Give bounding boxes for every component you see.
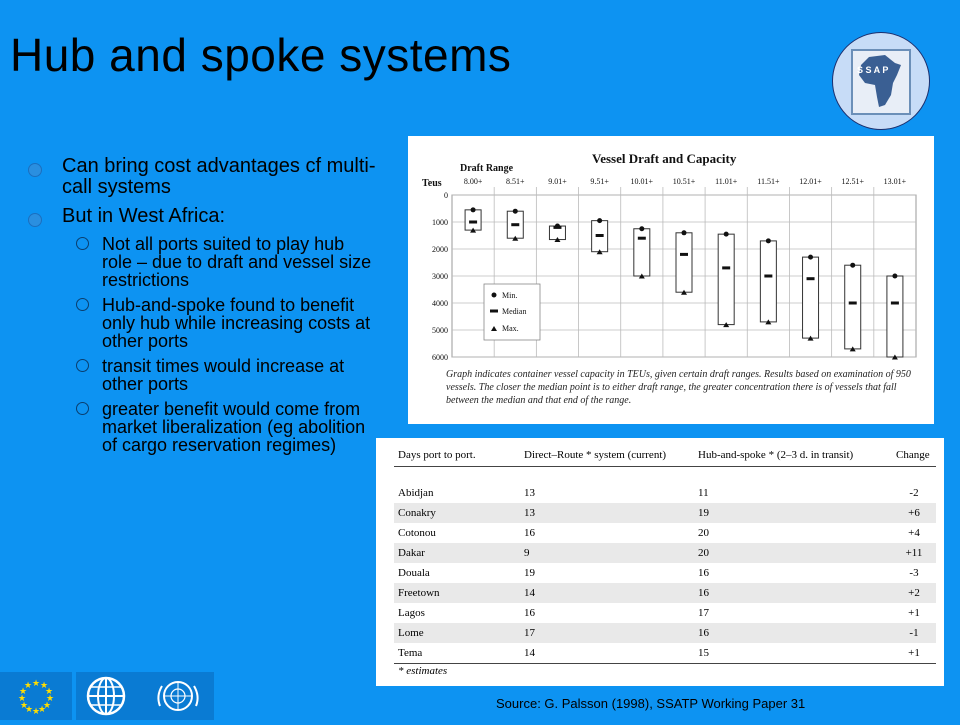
median-marker <box>722 266 730 269</box>
range-box <box>465 210 481 230</box>
table-note: * estimates <box>398 665 448 677</box>
table-cell: 16 <box>694 583 892 603</box>
table-row <box>394 623 936 643</box>
table-cell: 15 <box>694 643 892 664</box>
min-marker <box>850 263 855 268</box>
table-cell: +2 <box>892 583 936 603</box>
y-tick-label: 0 <box>444 191 448 200</box>
table-row <box>394 643 936 664</box>
table-row <box>394 483 936 503</box>
table-cell: 14 <box>520 643 694 664</box>
x-category-label: 10.01+ <box>630 177 654 186</box>
x-category-label: 10.51+ <box>672 177 696 186</box>
table-cell: Dakar <box>394 543 520 563</box>
source-note: Source: G. Palsson (1998), SSATP Working Paper 31 <box>496 696 806 711</box>
median-marker <box>680 253 688 256</box>
bullet-item <box>26 156 378 198</box>
sub-bullet-item <box>26 400 378 454</box>
legend-min-marker <box>492 293 497 298</box>
x-category-label: 12.51+ <box>841 177 864 186</box>
svg-text:★: ★ <box>31 679 41 689</box>
africa-map-icon <box>851 49 911 115</box>
port-days-table <box>376 438 944 686</box>
world-bank-logo <box>76 672 148 720</box>
bullet-text: But in West Africa: <box>62 205 226 227</box>
svg-text:★: ★ <box>17 694 27 704</box>
svg-text:★: ★ <box>24 705 34 715</box>
table-row <box>394 603 936 623</box>
y-tick-label: 3000 <box>432 272 448 281</box>
ssatp-logo <box>832 32 930 130</box>
table-cell: 16 <box>698 567 709 579</box>
table-cell: 13 <box>520 503 694 523</box>
table-cell: -2 <box>909 487 919 499</box>
sub-bullet-text: Hub-and-spoke found to benefit only hub while increasing costs at other ports <box>102 295 371 351</box>
range-box <box>676 233 692 292</box>
table-cell: 16 <box>524 607 535 619</box>
table-cell: Douala <box>398 567 430 579</box>
table-row <box>394 543 936 563</box>
median-marker <box>807 277 815 280</box>
svg-text:★: ★ <box>23 681 33 691</box>
table-row <box>394 563 936 583</box>
sub-bullet-text: greater benefit would come from market liberalization (eg abolition of cargo reservation regimes) <box>102 399 366 455</box>
chart-caption: Graph indicates container vessel capacity in TEUs, given certain draft ranges. Results based on examination of 950 vessels. The closer the median point is to either draft range, the greater concentration there is of vessels that fall between the median and that end of the range. <box>446 369 911 406</box>
sub-bullet-text: Not all ports suited to play hub role – due to draft and vessel size restrictions <box>102 234 372 290</box>
median-marker <box>849 302 857 305</box>
sub-bullet-ring-icon <box>76 359 89 372</box>
min-marker <box>892 274 897 279</box>
sub-bullet-ring-icon <box>76 237 89 250</box>
svg-text:★: ★ <box>42 701 52 711</box>
column-header: Hub-and-spoke * (2–3 d. in transit) <box>694 444 892 467</box>
data-table <box>394 444 936 678</box>
table-cell: Lagos <box>398 607 425 619</box>
x-category-label: 12.01+ <box>799 177 822 186</box>
y-tick-label: 6000 <box>432 353 448 362</box>
svg-text:★: ★ <box>45 694 55 704</box>
range-box <box>634 229 650 276</box>
y-tick-label: 5000 <box>432 326 448 335</box>
bullet-dot-icon <box>28 163 42 177</box>
min-marker <box>682 230 687 235</box>
table-cell: 16 <box>524 527 535 539</box>
table-cell: Tema <box>394 643 520 664</box>
bullet-text: Can bring cost advantages cf multi-call systems <box>62 155 376 198</box>
legend-label-min: Min. <box>502 291 518 300</box>
svg-text:★: ★ <box>18 687 28 697</box>
range-box <box>718 234 734 324</box>
united-nations-logo <box>142 672 214 720</box>
x-category-label: 8.00+ <box>463 177 483 186</box>
min-marker <box>513 209 518 214</box>
table-cell: +6 <box>892 503 936 523</box>
column-header: Direct–Route * system (current) <box>520 444 694 467</box>
eu-flag-logo <box>0 672 72 720</box>
table-cell: 17 <box>698 607 709 619</box>
median-marker <box>553 226 561 229</box>
table-header-row <box>394 444 936 467</box>
table-cell: 19 <box>694 503 892 523</box>
min-marker <box>471 207 476 212</box>
x-category-label: 11.01+ <box>715 177 738 186</box>
sub-bullet-ring-icon <box>76 298 89 311</box>
x-header: Draft Range <box>460 163 514 174</box>
table-cell: 20 <box>694 543 892 563</box>
table-cell: +1 <box>892 643 936 664</box>
table-body <box>394 467 936 679</box>
chart-title: Vessel Draft and Capacity <box>592 151 737 166</box>
y-tick-label: 4000 <box>432 299 448 308</box>
svg-text:★: ★ <box>44 687 54 697</box>
y-tick-label: 1000 <box>432 218 448 227</box>
table-cell: +4 <box>908 527 920 539</box>
sub-bullet-item <box>26 357 378 393</box>
median-marker <box>596 234 604 237</box>
table-cell: 20 <box>698 527 709 539</box>
table-cell: Freetown <box>394 583 520 603</box>
min-marker <box>597 218 602 223</box>
median-marker <box>469 221 477 224</box>
table-cell: 11 <box>698 487 709 499</box>
sub-bullet-text: transit times would increase at other ports <box>102 356 345 394</box>
svg-text:★: ★ <box>19 701 29 711</box>
legend-label-max: Max. <box>502 324 519 333</box>
legend-median-marker <box>490 310 498 313</box>
table-cell: Cotonou <box>398 527 436 539</box>
bullet-list <box>26 156 378 461</box>
y-header: Teus <box>422 178 442 189</box>
bullet-item <box>26 206 378 227</box>
svg-text:★: ★ <box>31 707 41 717</box>
table-row <box>394 503 936 523</box>
table-cell: 16 <box>694 623 892 643</box>
y-tick-label: 2000 <box>432 245 448 254</box>
table-cell: -1 <box>892 623 936 643</box>
table-cell: 13 <box>524 487 535 499</box>
table-row <box>394 523 936 543</box>
sub-bullet-item <box>26 296 378 350</box>
median-marker <box>764 275 772 278</box>
table-cell: Conakry <box>394 503 520 523</box>
table-cell: Lome <box>394 623 520 643</box>
table-cell: -3 <box>909 567 919 579</box>
min-marker <box>724 232 729 237</box>
median-marker <box>891 302 899 305</box>
min-marker <box>766 238 771 243</box>
table-cell: +11 <box>892 543 936 563</box>
column-header: Days port to port. <box>394 444 520 467</box>
table-spacer <box>394 467 936 484</box>
min-marker <box>639 226 644 231</box>
x-category-label: 13.01+ <box>883 177 907 186</box>
table-note-row <box>394 664 936 679</box>
svg-text:★: ★ <box>39 681 49 691</box>
table-cell: 19 <box>524 567 535 579</box>
x-category-label: 8.51+ <box>506 177 525 186</box>
table-row <box>394 583 936 603</box>
vessel-draft-chart <box>408 136 934 424</box>
table-cell: 9 <box>520 543 694 563</box>
table-cell: 17 <box>520 623 694 643</box>
range-box <box>845 265 861 349</box>
bullet-dot-icon <box>28 213 42 227</box>
svg-text:★: ★ <box>37 705 47 715</box>
range-box <box>760 241 776 322</box>
legend-label-median: Median <box>502 307 527 316</box>
table-cell: +1 <box>908 607 920 619</box>
sub-bullet-ring-icon <box>76 402 89 415</box>
chart-canvas <box>408 136 934 368</box>
table-cell: Abidjan <box>398 487 434 499</box>
median-marker <box>638 237 646 240</box>
x-category-label: 9.51+ <box>590 177 609 186</box>
column-header: Change <box>892 444 936 467</box>
median-marker <box>511 223 519 226</box>
range-box <box>887 276 903 357</box>
logo-letters: S S A P <box>857 65 889 75</box>
table-cell: 14 <box>520 583 694 603</box>
x-category-label: 9.01+ <box>548 177 567 186</box>
sub-bullet-item <box>26 235 378 289</box>
min-marker <box>808 255 813 260</box>
x-category-label: 11.51+ <box>757 177 780 186</box>
slide-title: Hub and spoke systems <box>10 29 512 81</box>
range-box <box>803 257 819 338</box>
